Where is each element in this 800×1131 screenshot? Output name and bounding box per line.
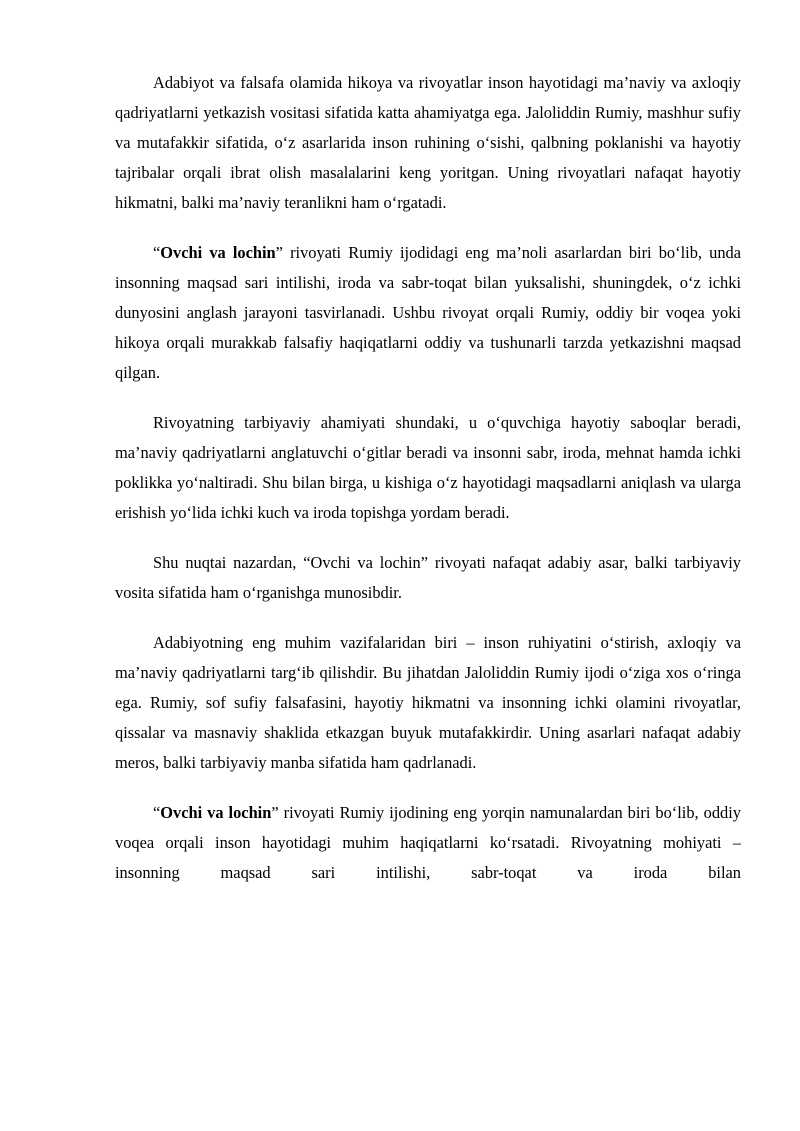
paragraph-1-text: Adabiyot va falsafa olamida hikoya va rivoyatlar inson hayotidagi ma’naviy va axloqiy qadriyatlarni yetkazish vositasi sifatida katta ahamiyatga ega. Jaloliddin Rumiy, mashhur sufiy va mutafakkir sifatida, o‘z asarlarida inson ruhining o‘sishi, qalbning poklanishi va hayotiy tajribalar orqali ibrat olish masalalarini keng yoritgan. Uning rivoyatlari nafaqat hayotiy hikmatni, balki ma’naviy teranlikni ham o‘rgatadi. [115,73,741,212]
paragraph-2-open-quote: “ [153,243,161,262]
paragraph-5 [115,628,741,778]
paragraph-6 [115,798,741,888]
paragraph-3 [115,408,741,528]
paragraph-6-text: ” rivoyati Rumiy ijodining eng yorqin namunalardan biri bo‘lib, oddiy voqea orqali inson hayotidagi muhim haqiqatlarni ko‘rsatadi. Rivoyatning mohiyati – insonning maqsad sari intilishi, sabr-toqat va iroda bilan [115,803,741,882]
paragraph-3-text: Rivoyatning tarbiyaviy ahamiyati shundaki, u o‘quvchiga hayotiy saboqlar beradi, ma’naviy qadriyatlarni anglatuvchi o‘gitlar beradi va insonni sabr, iroda, mehnat hamda ichki poklikka yo‘naltiradi. Shu bilan birga, u kishiga o‘z hayotidagi maqsadlarni aniqlash va ularga erishish yo‘lida ichki kuch va iroda topishga yordam beradi. [115,413,741,522]
paragraph-6-open-quote: “ [153,803,161,822]
paragraph-2-bold-title: Ovchi va lochin [160,243,276,262]
document-page [115,68,741,908]
paragraph-4-text: Shu nuqtai nazardan, “Ovchi va lochin” rivoyati nafaqat adabiy asar, balki tarbiyaviy vosita sifatida ham o‘rganishga munosibdir. [115,553,741,602]
paragraph-1 [115,68,741,218]
paragraph-2-text: ” rivoyati Rumiy ijodidagi eng ma’noli asarlardan biri bo‘lib, unda insonning maqsad sari intilishi, iroda va sabr-toqat bilan yuksalishi, shuningdek, o‘z ichki dunyosini anglash jarayoni tasvirlanadi. Ushbu rivoyat orqali Rumiy, oddiy bir voqea yoki hikoya orqali murakkab falsafiy haqiqatlarni oddiy va tushunarli tarzda yetkazishni maqsad qilgan. [115,243,741,382]
paragraph-6-bold-title: Ovchi va lochin [160,803,272,822]
paragraph-4 [115,548,741,608]
paragraph-5-text: Adabiyotning eng muhim vazifalaridan biri – inson ruhiyatini o‘stirish, axloqiy va ma’naviy qadriyatlarni targ‘ib qilishdir. Bu jihatdan Jaloliddin Rumiy ijodi o‘ziga xos o‘ringa ega. Rumiy, sof sufiy falsafasini, hayotiy hikmatni va insonning ichki olamini rivoyatlar, qissalar va masnaviy shaklida etkazgan buyuk mutafakkirdir. Uning asarlari nafaqat adabiy meros, balki tarbiyaviy manba sifatida ham qadrlanadi. [115,633,741,772]
paragraph-2 [115,238,741,388]
